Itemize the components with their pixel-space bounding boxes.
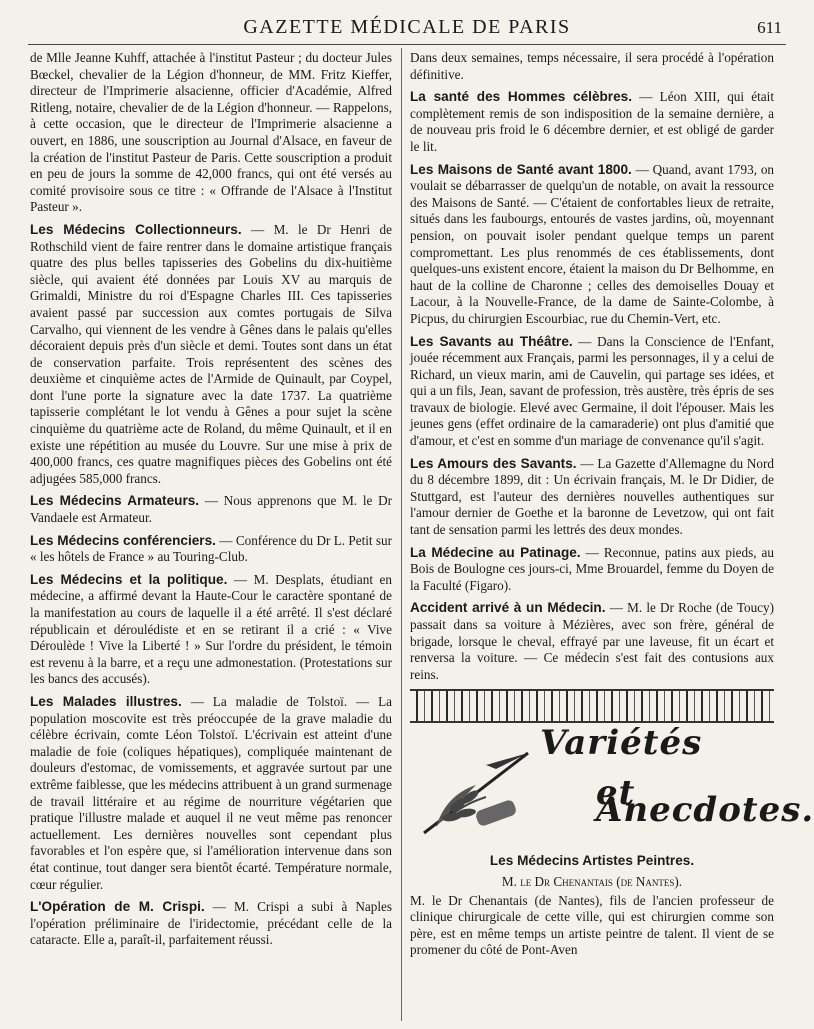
- article-malades: Les Malades illustres. — La maladie de Tolstoï. — La population moscovite est très préoccupée de la grave maladie du célèbre écrivain, comte Léon Tolstoï. L'écrivain est atteint d'une maladie de foie (coliques hépatiques), compliquée maintenant de douleurs d'estomac, de vomissements, et aggravée surtout par une extrême faiblesse, que les médecins attribuent à un grand surmenage de travail littéraire et au régime de nourriture végétarien que pratique l'illustre malade et auquel il ne veut même pas renoncer actuellement. Les dernières nouvelles sont cependant plus favorables et l'on espère que, si l'amélioration intervenue dans son état continue, tout danger sera bientôt écarté. Température normale, cœur régulier.: [30, 693, 393, 892]
- page-number: 611: [757, 18, 782, 37]
- article-patinage: La Médecine au Patinage. — Reconnue, patins aux pieds, au Bois de Boulogne ces jours-ci, Mme Brouardel, femme du Doyen de la Faculté (Figaro).: [410, 544, 775, 593]
- article-heading: Accident arrivé à un Médecin.: [410, 600, 606, 616]
- article-text: La Gazette d'Allemagne du Nord du 8 décembre 1899, dit : Un écrivain français, M. le Dr Didier, de Stuttgard, est l'auteur des dernières nouvelles authentiques sur l'amour dernier de Goethe et la baronne de Levetzow, qui ont fait tant de sensation parmi les lettrés des deux mondes.: [410, 455, 774, 538]
- article-text: Dans la Conscience de l'Enfant, jouée récemment aux Français, parmi les personnages, il y a celui de Richard, un vieux marin, ami de Cauvelin, qui partage ses idées, et qui a un fils, Jean, savant de profession, très austère, très épris de ses travaux de biologie. Elevé avec Germaine, il doit l'épouser. Mais les jeunes gens (effet ordinaire de la camaraderie) ont plus d'amitié que d'amour, et c'est en somme d'un mariage de convenance qu'il s'agit.: [410, 333, 775, 449]
- section-title-line1: Variétés: [540, 723, 703, 764]
- article-text: de Mlle Jeanne Kuhff, attachée à l'institut Pasteur ; du docteur Jules Bœckel, chevalier de la Légion d'honneur, de MM. Fritz Kieffer, directeur de l'Imprimerie alsacienne, officier d'Académie, Alfred Ritleng, notaire, chevalier de de la Légion d'honneur. — Rappelons, à cette occasion, que le directeur de l'Imprimerie alsacienne a ouvert, en 1886, une souscription au Journal d'Alsace, en faveur de la création de l'institut Pasteur de Paris. Cette souscription a produit en peu de jours la somme de 42,000 francs, qui ont été versés au comité provisoire sous ce titre : « Offrande de l'Alsace à l'Institut Pasteur ».: [30, 50, 392, 215]
- article-savants-theatre: Les Savants au Théâtre. — Dans la Conscience de l'Enfant, jouée récemment aux Français, parmi les personnages, il y a celui de Richard, un vieux marin, ami de Cauvelin, qui partage ses idées, et qui a un fils, Jean, savant de profession, très austère, très épris de ses travaux de biologie. Elevé avec Germaine, il doit l'épouser. Mais les jeunes gens (effet ordinaire de la camaraderie) ont plus d'amitié que d'amour, et c'est en somme d'un mariage de convenance qu'il s'agit.: [410, 333, 775, 449]
- article-heading: L'Opération de M. Crispi.: [30, 899, 205, 915]
- article-collectionneurs: Les Médecins Collectionneurs. — M. le Dr Henri de Rothschild vient de faire rentrer dans le domaine artistique français quatre des plus belles tapisseries des Gobelins du dix-huitième siècle, qui avaient été données par Louis XV au marquis de Grimaldi, Ministre du roi d'Espagne Charles III. Ces tapisseries avaient passé par succession aux comtes portugais de Silva Carvalho, qui viennent de les vendre à Gênes dans le palais qu'elles décoraient depuis près d'un siècle et demi. Toutes sont dans un état de conservation parfaite. Trois représentent des scènes des deuxième et cinquième actes de l'Armide de Quinault, par Coypel, dont l'une porte la signature avec la date 1737. La quatrième tapisserie complétant le lot vendu à Gênes a pour sujet la scène cinquième du quatrième acte de Roland, du même Quinault, et il en existe une répétition au musée du Louvre. Sur une mise à prix de 400,000 francs, ces quatre magnifiques pièces des Gobelins ont été adjugées 585,000 francs.: [30, 221, 393, 486]
- article-amours-savants: Les Amours des Savants. — La Gazette d'Allemagne du Nord du 8 décembre 1899, dit : Un écrivain français, M. le Dr Didier, de Stuttgard, est l'auteur des dernières nouvelles authentiques sur l'amour dernier de Goethe et la baronne de Levetzow, qui ont fait tant de sensation parmi les lettrés des deux mondes.: [410, 455, 774, 538]
- article-armateurs: Les Médecins Armateurs. — Nous apprenons que M. le Dr Vandaele est Armateur.: [30, 493, 393, 526]
- article-heading: Les Amours des Savants.: [410, 455, 577, 471]
- article-heading: Les Médecins Collectionneurs.: [30, 221, 242, 237]
- article-heading: La Médecine au Patinage.: [410, 544, 581, 560]
- article-text: Reconnue, patins aux pieds, au Bois de Boulogne ces jours-ci, Mme Brouardel, femme du Doyen de la Faculté (Figaro).: [410, 544, 775, 593]
- section-title-line2: et Anecdotes.: [596, 773, 814, 830]
- article-text: Conférence du Dr L. Petit sur « les hôtels de France » au Touring-Club.: [30, 532, 393, 565]
- decorative-border: [410, 689, 774, 723]
- journal-title: GAZETTE MÉDICALE DE PARIS: [243, 16, 571, 38]
- article-politique: Les Médecins et la politique. — M. Desplats, étudiant en médecine, a affirmé devant la Haute-Cour le caractère spontané de la manifestation au cours de laquelle il a été arrêté. Il s'est déclaré républicain et déroulédiste et en se retirant il a crié : « Vive Déroulède ! Vive la Liberté ! » Sur l'ordre du président, le témoin est revenu à la barre, et a reçu une admonestation. (Protestations sur les bancs des accusés).: [30, 571, 393, 687]
- article-continuation: [30, 50, 392, 216]
- article-text: M. Crispi a subi à Naples l'opération préliminaire de l'iridectomie, précédant celle de la cataracte. Elle a, paraît-il, parfaitement réussi.: [30, 899, 392, 948]
- article-text: Dans deux semaines, temps nécessaire, il sera procédé à l'opération définitive.: [410, 50, 774, 82]
- article-text: M. le Dr Chenantais (de Nantes), fils de l'ancien professeur de clinique chirurgicale de cette ville, qui est chirurgien comme son père, est en même temps un artiste peintre de talent. Il vient de se promener du côté de Pont-Aven: [410, 892, 774, 958]
- article-continuation: [410, 50, 774, 83]
- article-text: M. le Dr Roche (de Toucy) passait dans sa voiture à Mézières, avec son frère, général de brigade, lorsque le cheval, effrayé par une laveuse, fit un écart et renversa la voiture. — Ce médecin s'est fait des contusions aux reins.: [410, 600, 774, 682]
- article-heading: La santé des Hommes célèbres.: [410, 89, 632, 105]
- article-heading: Les Médecins conférenciers.: [30, 532, 216, 548]
- column-divider: [401, 48, 402, 1021]
- page-header: [28, 14, 786, 45]
- section-banner: [410, 723, 814, 849]
- article-crispi: L'Opération de M. Crispi. — M. Crispi a subi à Naples l'opération préliminaire de l'iridectomie, précédant celle de la cataracte. Elle a, paraît-il, parfaitement réussi.: [30, 899, 392, 948]
- article-maisons-sante: Les Maisons de Santé avant 1800. — Quand, avant 1793, on voulait se débarrasser de quelqu'un de notable, on avait la ressource des Maisons de Santé. — C'étaient de confortables lieux de retraite, situés dans les faubourgs, entourés de vastes jardins, où, moyennant pension, on pouvait isoler pendant quelque temps un parent compromettant. Les plus renommés de ces établissements, dont quelques-uns existent encore, étaient la maison du Dr Belhomme, en haut de la colline de Charonne ; celles des demoiselles Douay et Lacour, à la Nouvelle-France, de la dame de Sainte-Colombe, à Picpus, du chirurgien Escourbiac, rue du Chemin-Vert, etc.: [410, 161, 775, 326]
- article-sante-hommes: La santé des Hommes célèbres. — Léon XIII, qui était complètement remis de son indisposition de la semaine dernière, a de nouveau pris froid le 6 décembre dernier, et est obligé de garder le lit.: [410, 89, 774, 154]
- article-text: Léon XIII, qui était complètement remis de son indisposition de la semaine dernière, a de nouveau pris froid le 6 décembre dernier, et est obligé de garder le lit.: [410, 89, 774, 154]
- right-column: [410, 50, 814, 1023]
- article-heading: Les Médecins et la politique.: [30, 571, 228, 587]
- article-text: M. Desplats, étudiant en médecine, a affirmé devant la Haute-Cour le caractère spontané de la manifestation au cours de laquelle il a été arrêté. Il s'est déclaré républicain et déroulédiste et en se retirant il a crié : « Vive Déroulède ! Vive la Liberté ! » Sur l'ordre du président, le témoin est revenu à la barre, et a reçu une admonestation. (Protestations sur les bancs des accusés).: [30, 571, 393, 687]
- section-subheading: Les Médecins Artistes Peintres.: [489, 853, 695, 869]
- article-heading: Les Malades illustres.: [30, 693, 182, 709]
- section-byline: M. le Dr Chenantais (de Nantes).: [501, 873, 683, 889]
- article-accident: Accident arrivé à un Médecin. — M. le Dr Roche (de Toucy) passait dans sa voiture à Mézières, avec son frère, général de brigade, lorsque le cheval, effrayé par une laveuse, fit un écart et renversa la voiture. — Ce médecin s'est fait des contusions aux reins.: [410, 600, 774, 682]
- article-peintres: [410, 893, 774, 959]
- quill-laurel-icon: [416, 735, 536, 845]
- article-text: Quand, avant 1793, on voulait se débarrasser de quelqu'un de notable, on avait la ressource des Maisons de Santé. — C'étaient de confortables lieux de retraite, situés dans les faubourgs, entourés de vastes jardins, où, moyennant pension, on pouvait isoler pendant quelque temps un parent compromettant. Les plus renommés de ces établissements, dont quelques-uns existent encore, étaient la maison du Dr Belhomme, en haut de la colline de Charonne ; celles des demoiselles Douay et Lacour, à la Nouvelle-France, de la dame de Sainte-Colombe, à Picpus, du chirurgien Escourbiac, rue du Chemin-Vert, etc.: [410, 161, 775, 326]
- article-conferenciers: Les Médecins conférenciers. — Conférence du Dr L. Petit sur « les hôtels de France » au Touring-Club.: [30, 532, 393, 565]
- left-column: [30, 50, 392, 1023]
- article-text: La maladie de Tolstoï. — La population moscovite est très préoccupée de la grave maladie du célèbre écrivain, comte Léon Tolstoï. L'écrivain est atteint d'une maladie de foie (coliques hépatiques), compliquée maintenant de douleurs d'estomac, de vomissements, et aggravée surtout par une extrême faiblesse, que les médecins attribuent à un grand surmenage de travail littéraire et au régime de nourriture végétarien que pratique l'illustre malade et auquel il ne veut même pas renoncer actuellement. Les dernières nouvelles sont cependant plus favorables et l'on espère que, si l'amélioration intervenue dans son état continue, tout danger sera bientôt écarté. Température normale, cœur régulier.: [30, 693, 393, 892]
- article-heading: Les Savants au Théâtre.: [410, 333, 573, 349]
- article-text: Nous apprenons que M. le Dr Vandaele est Armateur.: [30, 493, 393, 526]
- article-heading: Les Maisons de Santé avant 1800.: [410, 161, 632, 177]
- article-text: M. le Dr Henri de Rothschild vient de faire rentrer dans le domaine artistique français quatre des plus belles tapisseries des Gobelins du dix-huitième siècle, qui avaient été données par Louis XV au marquis de Grimaldi, Ministre du roi d'Espagne Charles III. Ces tapisseries avaient passé par succession aux comtes portugais de Silva Carvalho, qui viennent de les vendre à Gênes dans le palais qu'elles décoraient depuis près d'un siècle et demi. Toutes sont dans un état de conservation parfaite. Trois représentent des scènes des deuxième et cinquième actes de l'Armide de Quinault, par Coypel, dont l'une porte la signature avec la date 1737. La quatrième tapisserie complétant le lot vendu à Gênes a pour sujet la scène cinquième du quatrième acte de Roland, du même Quinault, et il en existe une répétition au musée du Louvre. Sur une mise à prix de 400,000 francs, ces quatre magnifiques pièces des Gobelins ont été adjugées 585,000 francs.: [30, 221, 393, 486]
- article-heading: Les Médecins Armateurs.: [30, 493, 200, 509]
